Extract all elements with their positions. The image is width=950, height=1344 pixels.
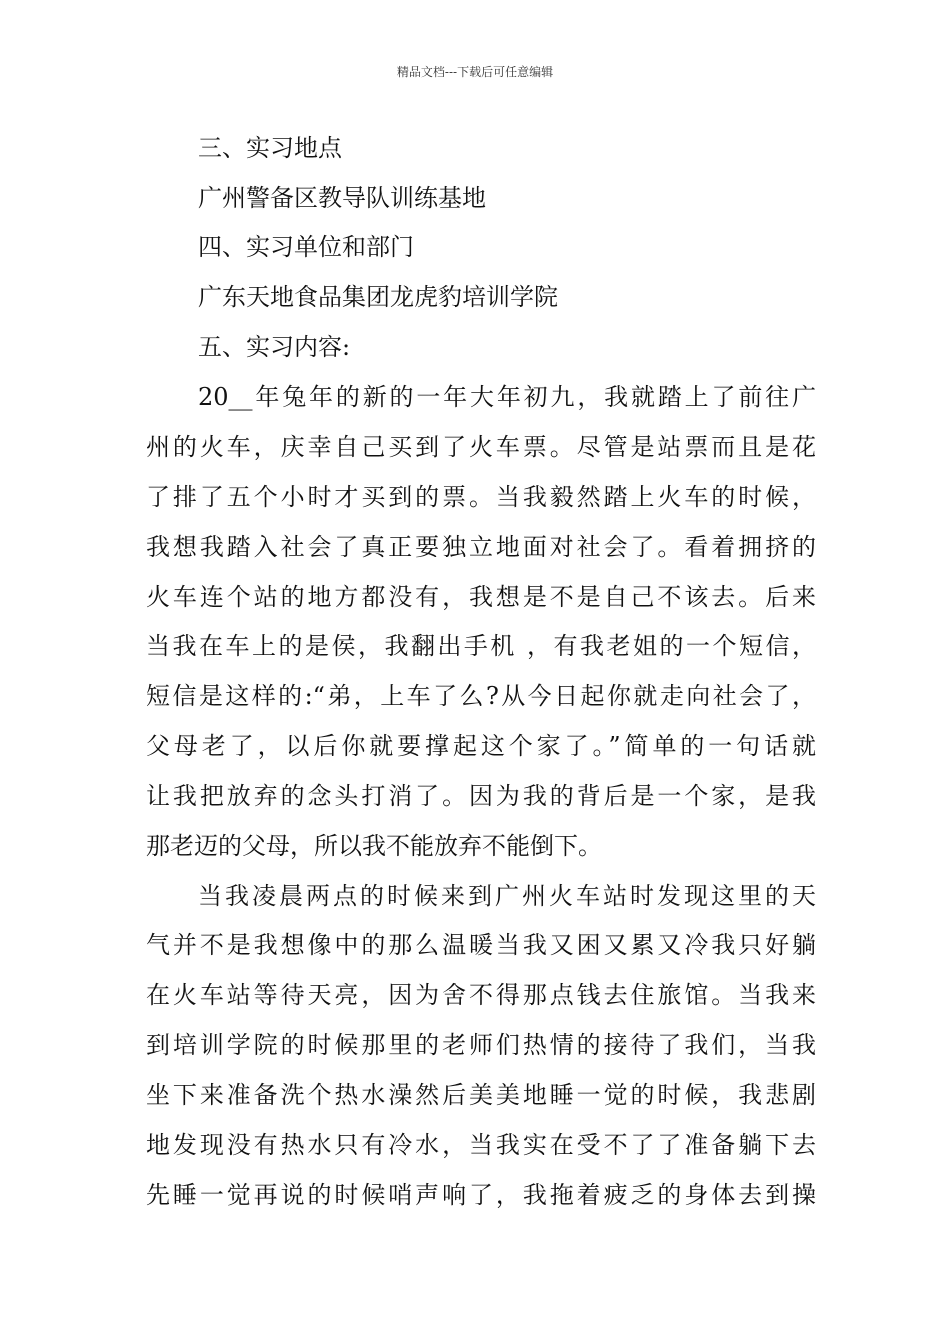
paragraph-line: 火车连个站的地方都没有，我想是不是自己不该去。后来 — [146, 583, 816, 611]
paragraph-line: 短信是这样的:“弟，上车了么?从今日起你就走向社会了， — [146, 682, 816, 710]
paragraph-line: 在火车站等待天亮，因为舍不得那点钱去住旅馆。当我来 — [146, 981, 816, 1009]
paragraph-line: 那老迈的父母，所以我不能放弃不能倒下。 — [146, 832, 602, 860]
section-heading-location: 三、实习地点 — [198, 134, 342, 162]
paragraph-line: 坐下来准备洗个热水澡然后美美地睡一觉的时候，我悲剧 — [146, 1081, 816, 1109]
section-heading-content: 五、实习内容: — [198, 333, 351, 361]
paragraph-line: 到培训学院的时候那里的老师们热情的接待了我们，当我 — [146, 1031, 816, 1059]
paragraph-line: 让我把放弃的念头打消了。因为我的背后是一个家，是我 — [146, 782, 816, 810]
section-heading-unit: 四、实习单位和部门 — [198, 233, 414, 261]
page-header: 精品文档---下载后可任意编辑 — [396, 65, 554, 79]
paragraph-line: 当我凌晨两点的时候来到广州火车站时发现这里的天 — [198, 882, 816, 910]
paragraph-line: 我想我踏入社会了真正要独立地面对社会了。看着拥挤的 — [146, 533, 816, 561]
paragraph-line: 先睡一觉再说的时候哨声响了，我拖着疲乏的身体去到操 — [146, 1181, 816, 1209]
paragraph-line: 父母老了，以后你就要撑起这个家了。”简单的一句话就 — [146, 732, 816, 760]
paragraph-line: 了排了五个小时才买到的票。当我毅然踏上火车的时候， — [146, 483, 816, 511]
paragraph-line: 20__年兔年的新的一年大年初九，我就踏上了前往广 — [198, 383, 816, 411]
paragraph-line: 地发现没有热水只有冷水，当我实在受不了了准备躺下去 — [146, 1131, 816, 1159]
paragraph-line: 州的火车，庆幸自己买到了火车票。尽管是站票而且是花 — [146, 433, 816, 461]
paragraph-line: 气并不是我想像中的那么温暖当我又困又累又冷我只好躺 — [146, 931, 816, 959]
text-line: 广东天地食品集团龙虎豹培训学院 — [198, 283, 558, 311]
paragraph-line: 当我在车上的是侯，我翻出手机 ，有我老姐的一个短信， — [146, 632, 816, 660]
text-line: 广州警备区教导队训练基地 — [198, 184, 486, 212]
